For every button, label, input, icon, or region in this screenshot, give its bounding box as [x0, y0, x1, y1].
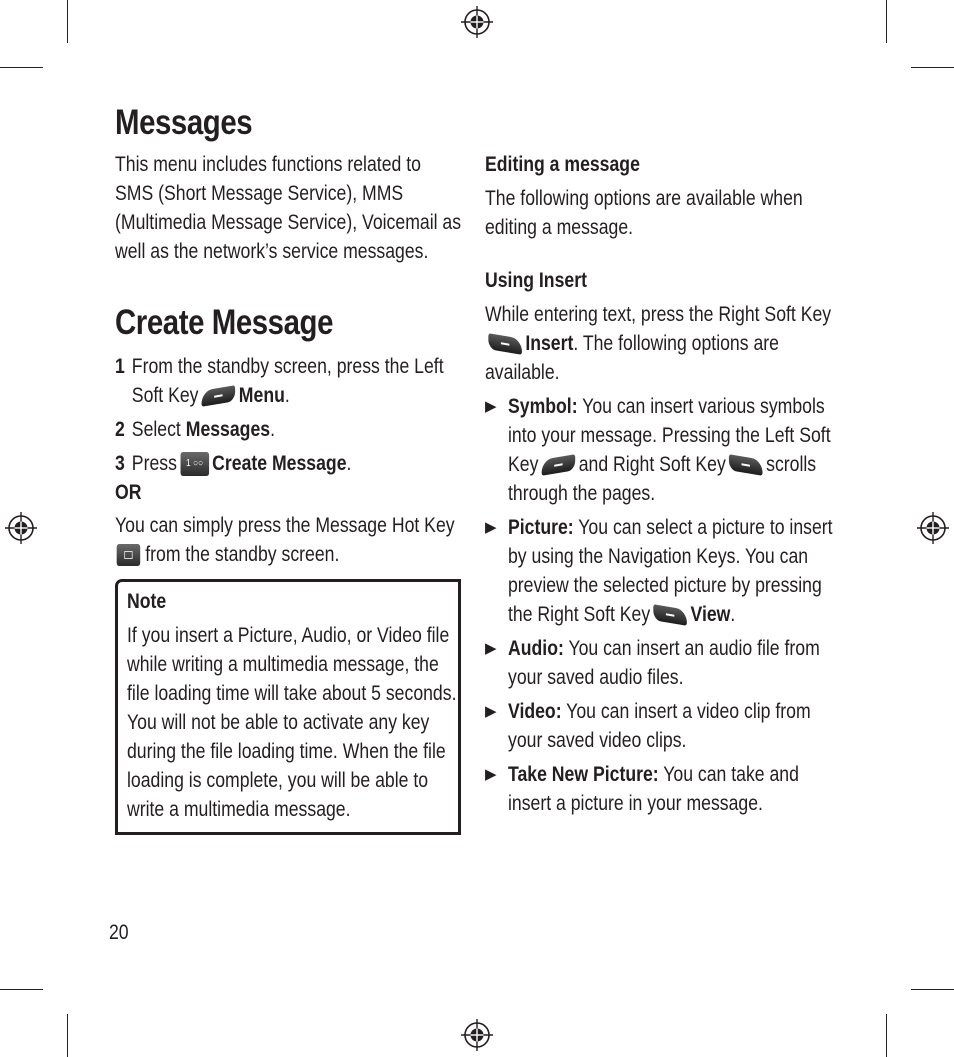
insert-text-before: While entering text, press the Right Soft Key	[485, 303, 832, 326]
registration-mark-icon	[461, 1019, 493, 1051]
crop-mark	[911, 67, 954, 68]
insert-text-after: . The following options are available.	[485, 332, 779, 384]
bullet-arrow-icon: ▶	[485, 519, 497, 536]
option-text: You can insert a video clip from your saved video clips.	[508, 700, 811, 752]
step-bold: Create Message	[212, 452, 347, 475]
left-soft-key-icon	[542, 455, 576, 477]
note-box	[115, 579, 461, 835]
number-one-key-icon: 1 ○○	[180, 452, 209, 476]
option-bold: View	[690, 603, 731, 626]
bullet-arrow-icon: ▶	[485, 766, 497, 783]
list-item	[485, 513, 835, 629]
bullet-arrow-icon: ▶	[485, 640, 497, 657]
list-item	[485, 634, 835, 692]
step-item	[115, 415, 463, 444]
option-text: You can select a picture to insert by using the Navigation Keys. You can preview the selected picture by pressing the Right Soft Key	[508, 516, 833, 626]
crop-mark	[886, 0, 887, 43]
crop-mark	[911, 989, 954, 990]
using-insert-paragraph	[485, 300, 834, 387]
left-column	[115, 102, 463, 569]
page-title: Messages	[115, 103, 253, 142]
section-heading-create-message: Create Message	[115, 303, 334, 342]
alt-text-after: from the standby screen.	[145, 543, 340, 566]
option-label: Take New Picture:	[508, 763, 659, 786]
editing-paragraph: The following options are available when editing a message.	[485, 187, 803, 239]
step-tail: .	[284, 384, 290, 407]
step-bold: Menu	[238, 384, 285, 407]
message-hot-key-icon	[117, 544, 141, 566]
option-label: Symbol:	[508, 395, 578, 418]
step-bold: Messages	[185, 418, 271, 441]
step-number: 2	[115, 418, 125, 441]
step-text: Select	[131, 418, 181, 441]
step-number: 3	[115, 452, 125, 475]
note-title: Note	[127, 590, 167, 613]
option-text: scrolls through the pages.	[508, 453, 817, 505]
right-column	[485, 150, 835, 823]
right-soft-key-icon	[488, 334, 522, 356]
or-label: OR	[115, 481, 142, 504]
insert-bold: Insert	[525, 332, 574, 355]
right-soft-key-icon	[654, 605, 688, 627]
alt-text-before: You can simply press the Message Hot Key	[115, 514, 455, 537]
option-text: You can take and insert a picture in your message.	[508, 763, 799, 815]
crop-mark	[67, 1014, 68, 1057]
registration-mark-icon	[5, 512, 37, 544]
intro-paragraph: This menu includes functions related to SMS (Short Message Service), MMS (Multimedia Message Service), Voicemail as well as the network’s service messages.	[115, 153, 462, 263]
section-heading-using-insert: Using Insert	[485, 269, 587, 292]
registration-mark-icon	[461, 6, 493, 38]
insert-options-list	[485, 392, 835, 818]
crop-mark	[886, 1014, 887, 1057]
list-item	[485, 760, 835, 818]
step-text: Press	[131, 452, 177, 475]
crop-mark	[0, 989, 43, 990]
step-text: From the standby screen, press the Left Soft Key	[131, 355, 444, 407]
option-label: Video:	[508, 700, 562, 723]
step-number: 1	[115, 355, 125, 378]
step-tail: .	[270, 418, 275, 441]
option-tail: .	[730, 603, 736, 626]
option-label: Picture:	[508, 516, 574, 539]
alternative-paragraph	[115, 511, 463, 569]
crop-mark	[67, 0, 68, 43]
crop-mark	[0, 67, 43, 68]
step-item	[115, 449, 463, 478]
right-soft-key-icon	[729, 455, 763, 477]
step-item	[115, 352, 463, 410]
section-heading-editing: Editing a message	[485, 153, 640, 176]
step-tail: .	[346, 452, 352, 475]
page-number: 20	[109, 921, 129, 944]
option-text: You can insert various symbols into your message. Pressing the Left Soft Key	[508, 395, 831, 476]
option-text: and Right Soft Key	[578, 453, 726, 476]
left-soft-key-icon	[202, 386, 236, 408]
list-item	[485, 392, 835, 508]
bullet-arrow-icon: ▶	[485, 398, 497, 415]
registration-mark-icon	[917, 512, 949, 544]
bullet-arrow-icon: ▶	[485, 703, 497, 720]
list-item	[485, 697, 835, 755]
note-text: If you insert a Picture, Audio, or Video file while writing a multimedia message, the file loading time will take about 5 seconds. You will not be able to activate any key during the file loading time. When the file loading is complete, you will be able to write a multimedia message.	[127, 624, 457, 821]
option-label: Audio:	[508, 637, 564, 660]
option-text: You can insert an audio file from your saved audio files.	[508, 637, 820, 689]
create-message-steps	[115, 352, 463, 478]
